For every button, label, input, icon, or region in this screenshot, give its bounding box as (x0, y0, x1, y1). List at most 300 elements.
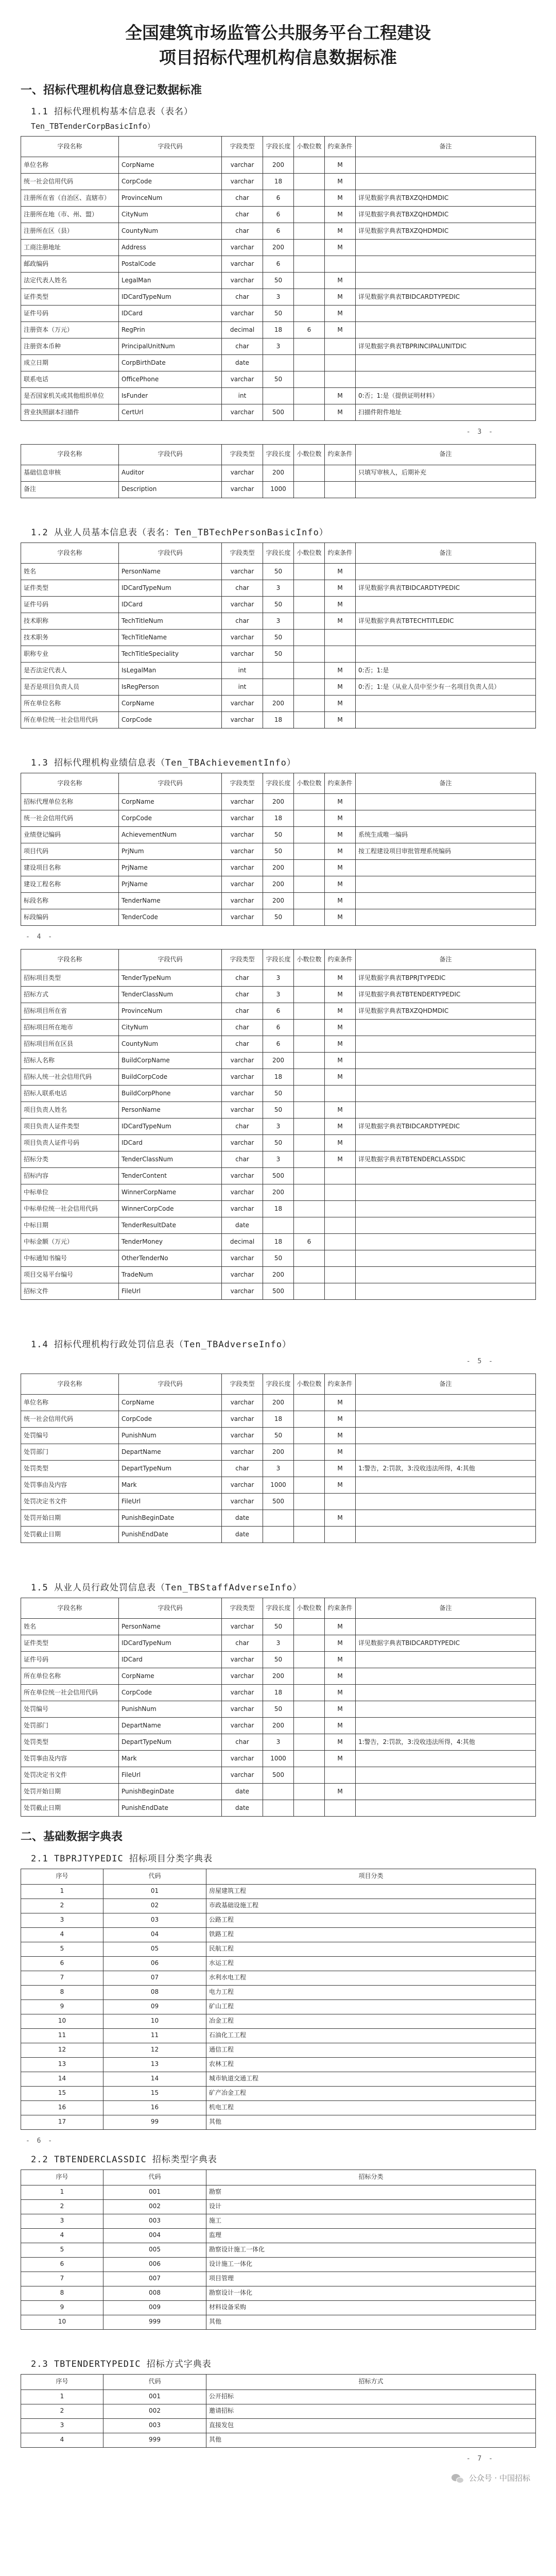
table-cell: 3 (263, 1635, 294, 1651)
page-number: - 7 - (466, 2454, 494, 2463)
table-cell: M (325, 1036, 356, 1052)
table-cell: varchar (222, 1767, 263, 1783)
table-cell: char (222, 206, 263, 223)
table-cell: 50 (263, 909, 294, 925)
table-cell (356, 1800, 536, 1816)
table-cell: PersonName (119, 1101, 222, 1118)
table-cell: 14 (21, 2072, 103, 2086)
table-cell: 10 (21, 2014, 103, 2028)
table-cell: 50 (263, 563, 294, 580)
table-cell (294, 1717, 325, 1734)
table-cell: 统一社会信用代码 (21, 173, 119, 190)
table-cell: 建设项目名称 (21, 859, 119, 876)
table-cell (294, 481, 325, 498)
dict2-2-caption: 2.2 TBTENDERCLASSDIC 招标类型字典表 (31, 2154, 217, 2165)
table-header-row (21, 444, 536, 465)
table-row (21, 1651, 536, 1668)
table-cell: TechTitleName (119, 629, 222, 646)
table-cell (294, 190, 325, 206)
table-cell: int (222, 679, 263, 695)
table-cell: M (325, 289, 356, 305)
table-header-row (21, 1374, 536, 1394)
table-cell: M (325, 173, 356, 190)
table-cell: 6 (263, 256, 294, 272)
table-cell: char (222, 190, 263, 206)
table-cell: 注册所在地（市、州、盟） (21, 206, 119, 223)
table-cell: CityNum (119, 1019, 222, 1036)
column-header: 字段代码 (119, 773, 222, 793)
table-cell: 0:否；1:是 (356, 662, 536, 679)
table-cell: BuildCorpCode (119, 1069, 222, 1085)
table-cell: CorpCode (119, 1684, 222, 1701)
column-header: 字段类型 (222, 1598, 263, 1618)
table-cell: 3 (263, 986, 294, 1003)
table-cell: varchar (222, 1200, 263, 1217)
table-cell: 12 (103, 2043, 206, 2057)
table-cell (294, 1052, 325, 1069)
table-cell: varchar (222, 1266, 263, 1283)
dict-table (21, 2374, 536, 2448)
table-row (21, 1684, 536, 1701)
column-header: 字段类型 (222, 949, 263, 970)
table-cell (294, 1635, 325, 1651)
field-table (21, 136, 536, 421)
table-cell: PrjName (119, 859, 222, 876)
table-cell: M (325, 1118, 356, 1134)
table-cell: 项目负责人证件号码 (21, 1134, 119, 1151)
table-cell (325, 1493, 356, 1510)
table-cell: PunishBeginDate (119, 1510, 222, 1526)
table-cell: 注册所在区（县） (21, 223, 119, 239)
table-cell: CorpName (119, 695, 222, 711)
table-cell: 1:警告，2:罚款，3:没收违法所得，4:其他 (356, 1734, 536, 1750)
table-cell (294, 1668, 325, 1684)
table-cell (356, 810, 536, 826)
table-row (21, 1460, 536, 1477)
table-row (21, 1668, 536, 1684)
table-cell: 6 (263, 190, 294, 206)
table-cell: 所在单位统一社会信用代码 (21, 711, 119, 728)
table-cell (356, 1411, 536, 1427)
table-cell: M (325, 679, 356, 695)
table-row (21, 1266, 536, 1283)
table-cell: 按工程建设项目审批管理系统编码 (356, 843, 536, 859)
table-cell: 1 (21, 2185, 103, 2199)
table-cell: 200 (263, 1668, 294, 1684)
table-cell: 04 (103, 1927, 206, 1942)
table-cell: 项目负责人证件类型 (21, 1118, 119, 1134)
table-cell (294, 404, 325, 420)
table-cell: 证件类型 (21, 1635, 119, 1651)
table-row (21, 876, 536, 892)
table-cell (356, 1394, 536, 1411)
table-cell: 50 (263, 1618, 294, 1635)
table-row (21, 859, 536, 876)
table-cell: 详见数据字典表TBIDCARDTYPEDIC (356, 1118, 536, 1134)
table-cell: varchar (222, 1651, 263, 1668)
table-cell: varchar (222, 1134, 263, 1151)
table-row (21, 629, 536, 646)
table-cell: M (325, 272, 356, 289)
table-cell: 50 (263, 1427, 294, 1444)
table-row (21, 1884, 536, 1899)
table-cell: 50 (263, 1701, 294, 1717)
table-cell: 6 (294, 1233, 325, 1250)
table-cell: 水运工程 (206, 1956, 536, 1971)
table-cell: varchar (222, 876, 263, 892)
table-cell: 50 (263, 646, 294, 662)
table-cell: 200 (263, 1184, 294, 1200)
table-row (21, 1101, 536, 1118)
table-row (21, 1427, 536, 1444)
table-row (21, 1635, 536, 1651)
table-cell (294, 662, 325, 679)
table-cell: 城市轨道交通工程 (206, 2072, 536, 2086)
table-cell: 004 (103, 2228, 206, 2243)
table-cell (325, 1526, 356, 1543)
table1-1-name: Ten_TBTenderCorpBasicInfo） (31, 122, 155, 131)
table-cell: 招标文件 (21, 1283, 119, 1299)
table-row (21, 1069, 536, 1085)
table-header-row (21, 1598, 536, 1618)
table-cell: 18 (263, 1684, 294, 1701)
table-cell (356, 1444, 536, 1460)
table-cell: 处罚部门 (21, 1444, 119, 1460)
table-cell (294, 1283, 325, 1299)
table-cell (294, 826, 325, 843)
table-cell (356, 1493, 536, 1510)
table-cell: IDCard (119, 305, 222, 321)
table1-4-caption: 1.4 招标代理机构行政处罚信息表（Ten_TBAdverseInfo） (31, 1339, 291, 1350)
table-cell: 16 (21, 2100, 103, 2115)
table-cell: 200 (263, 1444, 294, 1460)
table-cell: 50 (263, 1101, 294, 1118)
table-cell (294, 173, 325, 190)
table-row (21, 206, 536, 223)
table-cell: 200 (263, 465, 294, 481)
footer-text: 公众号 · 中国招标 (468, 2473, 530, 2483)
table-row (21, 272, 536, 289)
table-cell: char (222, 1118, 263, 1134)
table-cell: date (222, 1800, 263, 1816)
table-cell: IsFunder (119, 387, 222, 404)
table-cell (294, 1444, 325, 1460)
table-cell: varchar (222, 404, 263, 420)
table-cell: 冶金工程 (206, 2014, 536, 2028)
table-cell: M (325, 1394, 356, 1411)
table-cell: FileUrl (119, 1493, 222, 1510)
table-cell (294, 892, 325, 909)
table-cell: DepartName (119, 1717, 222, 1734)
table1-2-caption: 1.2 从业人员基本信息表（表名：Ten_TBTechPersonBasicInfo） (31, 527, 328, 538)
table-cell: 005 (103, 2243, 206, 2257)
table-cell: varchar (222, 629, 263, 646)
table-cell: 11 (21, 2028, 103, 2043)
table-cell: varchar (222, 1283, 263, 1299)
table-cell: int (222, 387, 263, 404)
table-cell: 3 (263, 1118, 294, 1134)
column-header: 约束条件 (325, 543, 356, 563)
page-number: - 5 - (466, 1357, 494, 1365)
column-header: 字段代码 (119, 136, 222, 157)
table-cell: 中标通知书编号 (21, 1250, 119, 1266)
table-cell: 006 (103, 2257, 206, 2272)
table-cell: 处罚截止日期 (21, 1800, 119, 1816)
table-cell: M (325, 662, 356, 679)
table-cell: varchar (222, 481, 263, 498)
table-cell: M (325, 1651, 356, 1668)
table-cell: 5 (21, 2243, 103, 2257)
table-cell (294, 465, 325, 481)
table-cell: 中标单位统一社会信用代码 (21, 1200, 119, 1217)
table-cell (294, 646, 325, 662)
table-cell (294, 1684, 325, 1701)
table-cell (294, 206, 325, 223)
table-cell: 处罚编号 (21, 1427, 119, 1444)
table-cell: 3 (263, 970, 294, 986)
table-cell: varchar (222, 1444, 263, 1460)
column-header: 序号 (21, 1869, 103, 1884)
table-cell (356, 1750, 536, 1767)
column-header: 字段类型 (222, 1374, 263, 1394)
table-cell (325, 1184, 356, 1200)
table-row (21, 2315, 536, 2329)
table-cell (263, 679, 294, 695)
table-cell (356, 157, 536, 173)
table-cell: TenderClassNum (119, 1151, 222, 1167)
field-table (21, 949, 536, 1300)
table-row (21, 843, 536, 859)
table-cell (356, 371, 536, 387)
table-cell (294, 1493, 325, 1510)
table-cell: 监理 (206, 2228, 536, 2243)
table-row (21, 289, 536, 305)
table-row (21, 338, 536, 354)
table-cell: 2 (21, 2404, 103, 2418)
table-cell: 6 (263, 1003, 294, 1019)
table-cell: varchar (222, 1101, 263, 1118)
table-cell (294, 1460, 325, 1477)
table-cell (325, 1266, 356, 1283)
table-cell: CorpBirthDate (119, 354, 222, 371)
table-cell: varchar (222, 239, 263, 256)
table-cell (356, 1618, 536, 1635)
table-cell: 项目代码 (21, 843, 119, 859)
table-cell (356, 1684, 536, 1701)
table-cell (325, 1167, 356, 1184)
field-table (21, 1598, 536, 1817)
table-cell (263, 1510, 294, 1526)
table-cell: DepartTypeNum (119, 1460, 222, 1477)
column-header: 字段类型 (222, 136, 263, 157)
column-header: 字段代码 (119, 543, 222, 563)
table-cell (356, 711, 536, 728)
table-cell: M (325, 793, 356, 810)
table-cell: 50 (263, 1134, 294, 1151)
table-cell (356, 646, 536, 662)
table-cell (294, 793, 325, 810)
table-cell: PrjName (119, 876, 222, 892)
table-cell: 项目负责人姓名 (21, 1101, 119, 1118)
table-cell: 09 (103, 1999, 206, 2014)
table-row (21, 1052, 536, 1069)
column-header: 小数位数 (294, 136, 325, 157)
column-header: 字段长度 (263, 543, 294, 563)
dict2-1-caption: 2.1 TBPRJTYPEDIC 招标项目分类字典表 (31, 1853, 213, 1864)
table-cell: 6 (294, 321, 325, 338)
table-cell: 008 (103, 2286, 206, 2300)
table-cell: PunishNum (119, 1427, 222, 1444)
table-cell: 施工 (206, 2214, 536, 2228)
table-cell: 50 (263, 826, 294, 843)
table-cell (263, 1800, 294, 1816)
table-cell: M (325, 1510, 356, 1526)
table-cell (325, 354, 356, 371)
document-title-line1: 全国建筑市场监管公共服务平台工程建设 (125, 23, 431, 43)
table-cell: 18 (263, 1411, 294, 1427)
table-cell: M (325, 859, 356, 876)
table-row (21, 2214, 536, 2228)
table-cell (356, 892, 536, 909)
table-cell: 999 (103, 2315, 206, 2329)
table-cell: M (325, 1701, 356, 1717)
table-cell (263, 387, 294, 404)
table-cell: 200 (263, 793, 294, 810)
column-header: 招标分类 (206, 2170, 536, 2185)
table-cell: varchar (222, 1717, 263, 1734)
table-cell: IDCard (119, 1651, 222, 1668)
table-cell: 200 (263, 1394, 294, 1411)
table-cell (294, 596, 325, 613)
table-cell (356, 1701, 536, 1717)
table-cell: Auditor (119, 465, 222, 481)
table-cell (294, 1250, 325, 1266)
table-cell: M (325, 206, 356, 223)
table-cell (294, 1701, 325, 1717)
table-cell: 50 (263, 596, 294, 613)
table-row (21, 1411, 536, 1427)
table-cell: CorpCode (119, 810, 222, 826)
table-cell: 99 (103, 2115, 206, 2129)
table-cell: 技术职务 (21, 629, 119, 646)
table-cell: 处罚开始日期 (21, 1510, 119, 1526)
table-cell: char (222, 970, 263, 986)
table-cell (294, 157, 325, 173)
table-cell (356, 1167, 536, 1184)
table-cell: 招标项目所在区县 (21, 1036, 119, 1052)
field-table (21, 1374, 536, 1543)
table-cell: 设计施工一体化 (206, 2257, 536, 2272)
table-cell (294, 223, 325, 239)
table-row (21, 1767, 536, 1783)
table-cell (325, 256, 356, 272)
table-cell: varchar (222, 909, 263, 925)
table-cell: Mark (119, 1477, 222, 1493)
table-cell: varchar (222, 1411, 263, 1427)
table-cell: WinnerCorpCode (119, 1200, 222, 1217)
table-cell: 招标项目所在省 (21, 1003, 119, 1019)
table-cell: char (222, 1635, 263, 1651)
table-cell (294, 810, 325, 826)
table-row (21, 1477, 536, 1493)
table-row (21, 1942, 536, 1956)
column-header: 字段名称 (21, 773, 119, 793)
table-cell: PunishNum (119, 1701, 222, 1717)
table-cell: 处罚决定书文件 (21, 1493, 119, 1510)
column-header: 代码 (103, 1869, 206, 1884)
column-header: 代码 (103, 2374, 206, 2389)
table-cell: 9 (21, 2300, 103, 2315)
table-cell: M (325, 1684, 356, 1701)
table-cell: 所在单位名称 (21, 695, 119, 711)
table-cell: M (325, 695, 356, 711)
column-header: 备注 (356, 136, 536, 157)
table-cell: 其他 (206, 2315, 536, 2329)
table-cell (325, 1233, 356, 1250)
table-cell: varchar (222, 859, 263, 876)
table-cell: FileUrl (119, 1767, 222, 1783)
table-row (21, 563, 536, 580)
table-cell: char (222, 1036, 263, 1052)
table-row (21, 157, 536, 173)
table-cell: 5 (21, 1942, 103, 1956)
table-cell (294, 305, 325, 321)
table-cell: 200 (263, 892, 294, 909)
table-cell: 是否法定代表人 (21, 662, 119, 679)
table-cell (294, 1167, 325, 1184)
table-cell: varchar (222, 1668, 263, 1684)
table-cell: 招标代理单位名称 (21, 793, 119, 810)
table-row (21, 321, 536, 338)
table-row (21, 481, 536, 498)
footer-watermark (21, 2473, 535, 2484)
table-cell: 500 (263, 404, 294, 420)
table-cell: varchar (222, 1750, 263, 1767)
table-cell: M (325, 1411, 356, 1427)
table-cell: decimal (222, 1233, 263, 1250)
table-row (21, 1283, 536, 1299)
table-cell: 02 (103, 1899, 206, 1913)
table-cell (263, 1217, 294, 1233)
table-cell: 999 (103, 2433, 206, 2447)
table-cell: 工商注册地址 (21, 239, 119, 256)
table-row (21, 173, 536, 190)
table-row (21, 2086, 536, 2100)
column-header: 字段长度 (263, 1598, 294, 1618)
table-cell: varchar (222, 646, 263, 662)
table-row (21, 1985, 536, 1999)
table-row (21, 2100, 536, 2115)
table-cell: Address (119, 239, 222, 256)
table-cell (325, 646, 356, 662)
table-cell: OfficePhone (119, 371, 222, 387)
table-cell (356, 1783, 536, 1800)
table-cell: 18 (263, 321, 294, 338)
table-row (21, 404, 536, 420)
table-cell (325, 338, 356, 354)
table-cell: char (222, 223, 263, 239)
table-cell: 材料设备采购 (206, 2300, 536, 2315)
column-header: 备注 (356, 1374, 536, 1394)
table-cell: 成立日期 (21, 354, 119, 371)
table-cell (294, 272, 325, 289)
table-cell: 中标单位 (21, 1184, 119, 1200)
table-cell: 处罚部门 (21, 1717, 119, 1734)
table-cell: 统一社会信用代码 (21, 1411, 119, 1427)
column-header: 备注 (356, 949, 536, 970)
column-header: 字段长度 (263, 949, 294, 970)
table-cell: 3 (21, 2214, 103, 2228)
